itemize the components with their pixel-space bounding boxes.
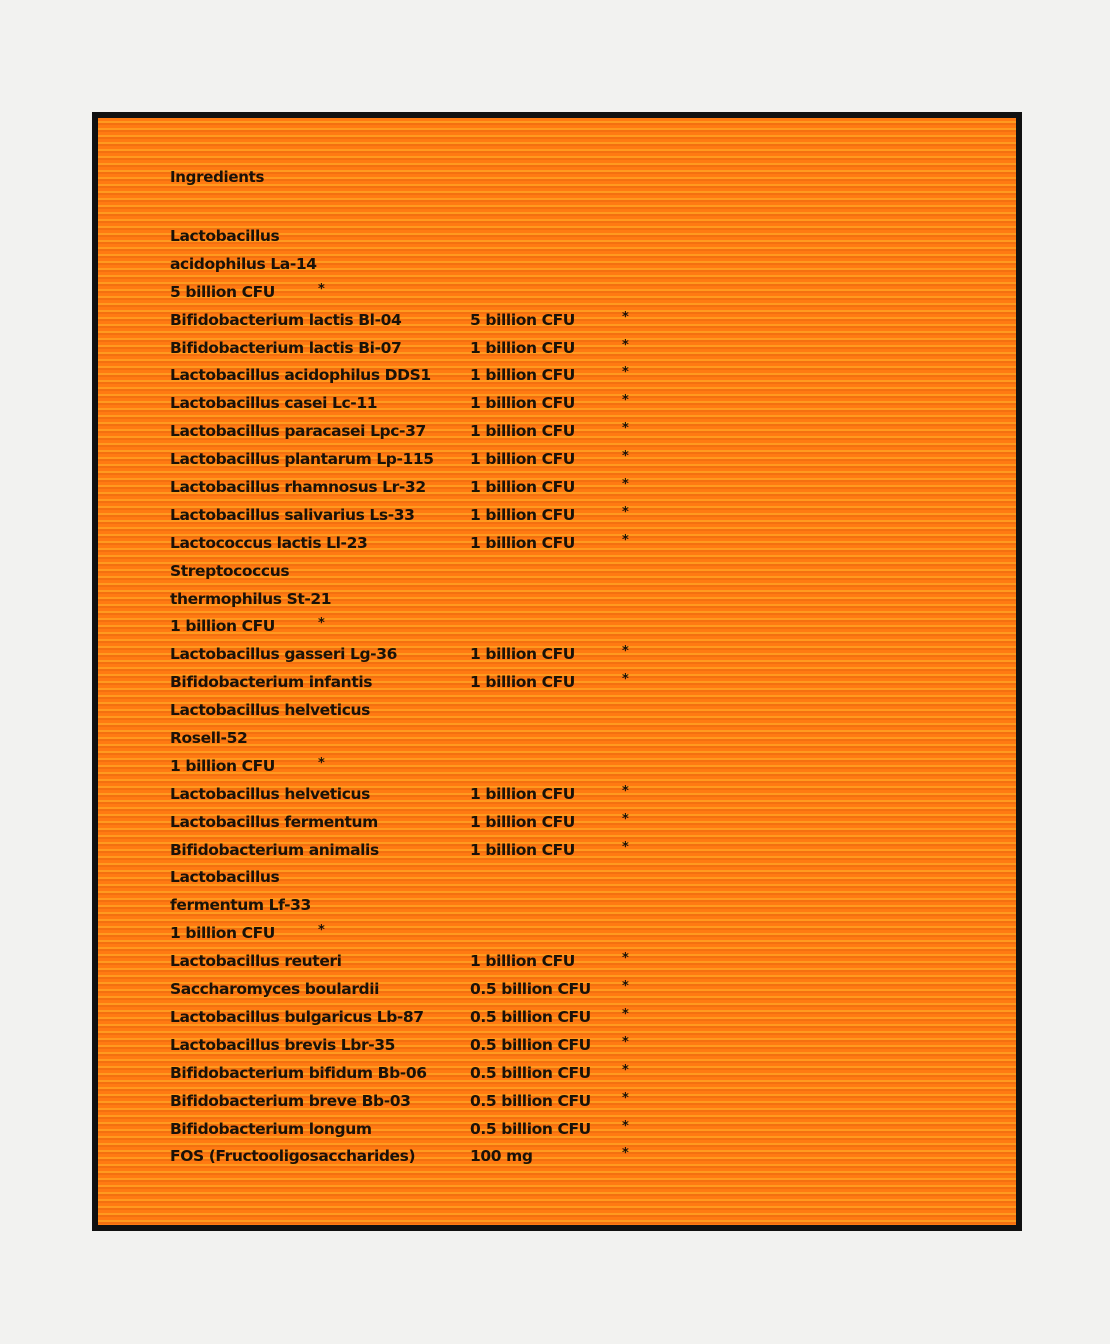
ingredient-row <box>170 1032 990 1060</box>
ingredient-name: Streptococcus <box>170 561 290 580</box>
ingredient-amount: 1 billion CFU <box>470 784 575 803</box>
ingredients-heading: Ingredients <box>170 168 265 186</box>
ingredient-amount: 1 billion CFU <box>470 840 575 859</box>
daily-value-asterisk: * <box>318 923 325 939</box>
daily-value-asterisk: * <box>622 1034 629 1050</box>
ingredient-row <box>170 307 990 335</box>
ingredient-row <box>170 976 990 1004</box>
ingredient-row <box>170 781 990 809</box>
ingredient-row <box>170 418 990 446</box>
ingredient-amount: 1 billion CFU <box>470 673 575 692</box>
ingredient-row <box>170 669 990 697</box>
daily-value-asterisk: * <box>622 504 629 520</box>
daily-value-asterisk: * <box>622 393 629 409</box>
daily-value-asterisk: * <box>622 979 629 995</box>
ingredient-row <box>170 251 990 279</box>
ingredient-row <box>170 1088 990 1116</box>
ingredient-name: Bifidobacterium breve Bb-03 <box>170 1091 411 1110</box>
ingredient-row <box>170 641 990 669</box>
ingredient-name: 1 billion CFU <box>170 756 275 775</box>
ingredient-row <box>170 613 990 641</box>
daily-value-asterisk: * <box>622 951 629 967</box>
daily-value-asterisk: * <box>318 755 325 771</box>
ingredient-amount: 0.5 billion CFU <box>470 1063 591 1082</box>
ingredient-row <box>170 1004 990 1032</box>
ingredient-row <box>170 864 990 892</box>
ingredient-row <box>170 446 990 474</box>
ingredient-amount: 0.5 billion CFU <box>470 1035 591 1054</box>
ingredient-amount: 1 billion CFU <box>470 422 575 441</box>
ingredient-amount: 1 billion CFU <box>470 505 575 524</box>
daily-value-asterisk: * <box>622 1006 629 1022</box>
ingredient-name: Bifidobacterium lactis Bi-07 <box>170 338 402 357</box>
daily-value-asterisk: * <box>622 1062 629 1078</box>
daily-value-asterisk: * <box>622 672 629 688</box>
daily-value-asterisk: * <box>318 616 325 632</box>
daily-value-asterisk: * <box>622 644 629 660</box>
ingredients-label-panel <box>92 112 1022 1231</box>
ingredient-row <box>170 279 990 307</box>
daily-value-asterisk: * <box>622 449 629 465</box>
ingredient-amount: 0.5 billion CFU <box>470 1119 591 1138</box>
ingredient-name: Lactobacillus <box>170 868 280 887</box>
ingredient-row <box>170 502 990 530</box>
ingredient-name: Saccharomyces boulardii <box>170 980 380 999</box>
ingredient-amount: 100 mg <box>470 1147 533 1166</box>
ingredient-name: Lactobacillus helveticus <box>170 784 370 803</box>
ingredient-row <box>170 892 990 920</box>
ingredient-amount: 0.5 billion CFU <box>470 1091 591 1110</box>
ingredient-name: Lactobacillus salivarius Ls-33 <box>170 505 415 524</box>
ingredient-name: Lactobacillus helveticus <box>170 701 370 720</box>
daily-value-asterisk: * <box>622 783 629 799</box>
ingredient-name: Lactobacillus reuteri <box>170 952 342 971</box>
ingredient-row <box>170 1060 990 1088</box>
ingredient-name: Bifidobacterium longum <box>170 1119 372 1138</box>
ingredient-amount: 0.5 billion CFU <box>470 980 591 999</box>
ingredient-name: Lactobacillus gasseri Lg-36 <box>170 645 397 664</box>
daily-value-asterisk: * <box>622 839 629 855</box>
ingredient-row <box>170 530 990 558</box>
ingredient-amount: 1 billion CFU <box>470 478 575 497</box>
daily-value-asterisk: * <box>622 1090 629 1106</box>
ingredient-name: Lactobacillus acidophilus DDS1 <box>170 366 431 385</box>
ingredient-row <box>170 809 990 837</box>
ingredient-name: Lactobacillus casei Lc-11 <box>170 394 378 413</box>
ingredient-row <box>170 1143 990 1171</box>
ingredient-row <box>170 948 990 976</box>
ingredient-row <box>170 558 990 586</box>
daily-value-asterisk: * <box>318 281 325 297</box>
daily-value-asterisk: * <box>622 421 629 437</box>
ingredient-name: Lactococcus lactis Ll-23 <box>170 533 368 552</box>
ingredients-list <box>170 223 990 1171</box>
ingredient-amount: 5 billion CFU <box>470 310 575 329</box>
ingredient-amount: 1 billion CFU <box>470 450 575 469</box>
daily-value-asterisk: * <box>622 337 629 353</box>
ingredient-row <box>170 362 990 390</box>
ingredient-name: Lactobacillus <box>170 227 280 245</box>
ingredient-name: Bifidobacterium infantis <box>170 673 373 692</box>
ingredient-name: thermophilus St-21 <box>170 589 332 608</box>
ingredient-amount: 0.5 billion CFU <box>470 1007 591 1026</box>
daily-value-asterisk: * <box>622 1118 629 1134</box>
daily-value-asterisk: * <box>622 309 629 325</box>
ingredient-row <box>170 837 990 865</box>
ingredient-name: Lactobacillus bulgaricus Lb-87 <box>170 1007 424 1026</box>
daily-value-asterisk: * <box>622 365 629 381</box>
daily-value-asterisk: * <box>622 1146 629 1162</box>
ingredient-name: Lactobacillus rhamnosus Lr-32 <box>170 478 426 497</box>
ingredient-row <box>170 223 990 251</box>
ingredient-amount: 1 billion CFU <box>470 366 575 385</box>
ingredient-row <box>170 920 990 948</box>
ingredient-name: Lactobacillus paracasei Lpc-37 <box>170 422 426 441</box>
ingredient-row <box>170 335 990 363</box>
ingredient-name: 5 billion CFU <box>170 282 275 301</box>
ingredient-name: Bifidobacterium bifidum Bb-06 <box>170 1063 427 1082</box>
ingredient-row <box>170 390 990 418</box>
ingredient-amount: 1 billion CFU <box>470 394 575 413</box>
ingredient-name: 1 billion CFU <box>170 924 275 943</box>
ingredient-name: Rosell-52 <box>170 729 248 748</box>
ingredient-name: Bifidobacterium lactis Bl-04 <box>170 310 402 329</box>
ingredient-name: Lactobacillus brevis Lbr-35 <box>170 1035 396 1054</box>
ingredient-name: 1 billion CFU <box>170 617 275 636</box>
ingredient-amount: 1 billion CFU <box>470 952 575 971</box>
ingredient-amount: 1 billion CFU <box>470 812 575 831</box>
ingredient-amount: 1 billion CFU <box>470 645 575 664</box>
ingredient-row <box>170 474 990 502</box>
ingredient-name: fermentum Lf-33 <box>170 896 311 915</box>
ingredient-name: Lactobacillus fermentum <box>170 812 378 831</box>
ingredient-row <box>170 753 990 781</box>
ingredient-name: FOS (Fructooligosaccharides) <box>170 1147 416 1166</box>
ingredient-name: acidophilus La-14 <box>170 254 317 273</box>
ingredient-name: Lactobacillus plantarum Lp-115 <box>170 450 434 469</box>
ingredient-amount: 1 billion CFU <box>470 338 575 357</box>
ingredient-row <box>170 1116 990 1144</box>
ingredient-row <box>170 586 990 614</box>
ingredient-amount: 1 billion CFU <box>470 533 575 552</box>
daily-value-asterisk: * <box>622 532 629 548</box>
ingredient-row <box>170 725 990 753</box>
ingredient-row <box>170 697 990 725</box>
ingredient-name: Bifidobacterium animalis <box>170 840 379 859</box>
daily-value-asterisk: * <box>622 477 629 493</box>
daily-value-asterisk: * <box>622 811 629 827</box>
